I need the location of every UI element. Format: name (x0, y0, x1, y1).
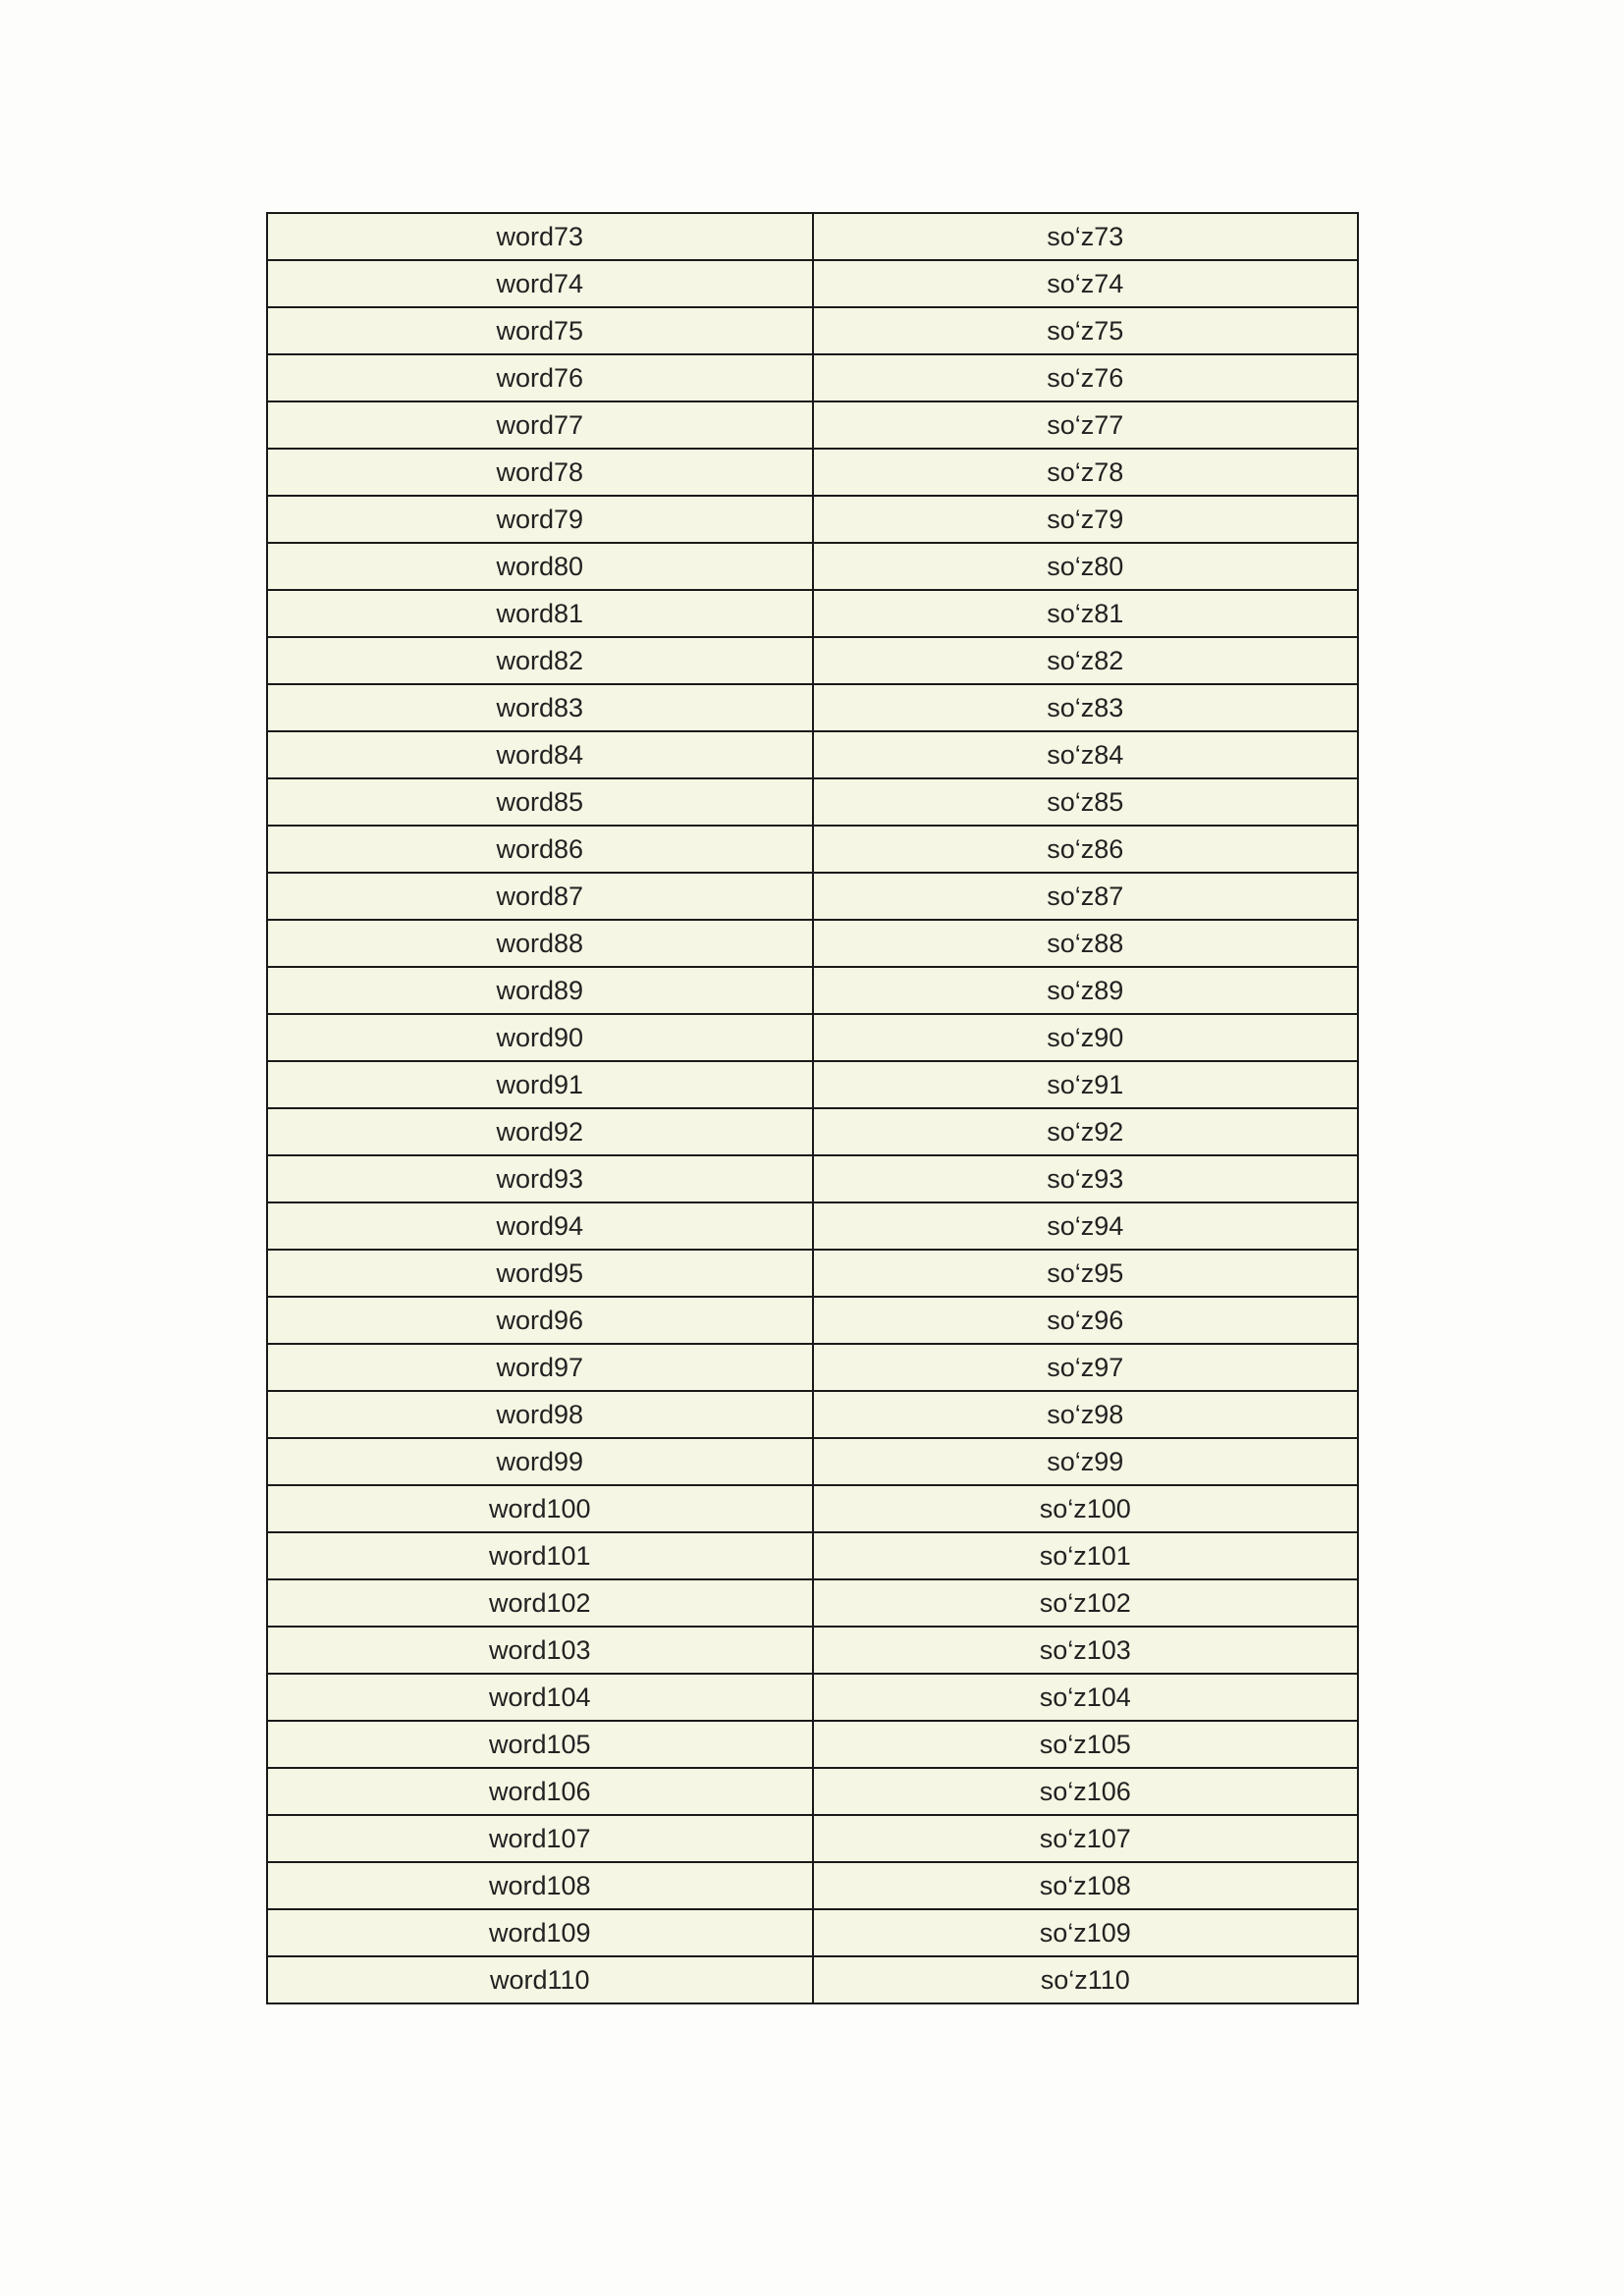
english-word-cell: word79 (267, 496, 813, 543)
table-row (267, 637, 1358, 684)
table-row (267, 590, 1358, 637)
table-row (267, 1579, 1358, 1627)
table-row (267, 260, 1358, 307)
english-word-cell: word91 (267, 1061, 813, 1108)
uzbek-word-cell: so‘z97 (813, 1344, 1359, 1391)
uzbek-word-cell: so‘z103 (813, 1627, 1359, 1674)
uzbek-word-cell: so‘z77 (813, 401, 1359, 449)
english-word-cell: word89 (267, 967, 813, 1014)
uzbek-word-cell: so‘z102 (813, 1579, 1359, 1627)
table-row (267, 1485, 1358, 1532)
table-row (267, 401, 1358, 449)
english-word-cell: word92 (267, 1108, 813, 1155)
table-row (267, 354, 1358, 401)
english-word-cell: word77 (267, 401, 813, 449)
english-word-cell: word100 (267, 1485, 813, 1532)
uzbek-word-cell: so‘z78 (813, 449, 1359, 496)
english-word-cell: word103 (267, 1627, 813, 1674)
english-word-cell: word99 (267, 1438, 813, 1485)
table-row (267, 873, 1358, 920)
table-row (267, 684, 1358, 731)
table-row (267, 1344, 1358, 1391)
table-row (267, 1391, 1358, 1438)
table-row (267, 1532, 1358, 1579)
english-word-cell: word83 (267, 684, 813, 731)
uzbek-word-cell: so‘z98 (813, 1391, 1359, 1438)
table-row (267, 1438, 1358, 1485)
table-row (267, 1250, 1358, 1297)
english-word-cell: word82 (267, 637, 813, 684)
uzbek-word-cell: so‘z85 (813, 778, 1359, 826)
vocabulary-table (266, 212, 1359, 2004)
english-word-cell: word76 (267, 354, 813, 401)
uzbek-word-cell: so‘z107 (813, 1815, 1359, 1862)
uzbek-word-cell: so‘z86 (813, 826, 1359, 873)
table-row (267, 967, 1358, 1014)
table-row (267, 543, 1358, 590)
table-row (267, 1061, 1358, 1108)
uzbek-word-cell: so‘z82 (813, 637, 1359, 684)
uzbek-word-cell: so‘z84 (813, 731, 1359, 778)
table-row (267, 1815, 1358, 1862)
table-row (267, 1956, 1358, 2003)
english-word-cell: word107 (267, 1815, 813, 1862)
uzbek-word-cell: so‘z99 (813, 1438, 1359, 1485)
english-word-cell: word95 (267, 1250, 813, 1297)
table-row (267, 1155, 1358, 1202)
uzbek-word-cell: so‘z101 (813, 1532, 1359, 1579)
uzbek-word-cell: so‘z79 (813, 496, 1359, 543)
uzbek-word-cell: so‘z87 (813, 873, 1359, 920)
uzbek-word-cell: so‘z80 (813, 543, 1359, 590)
uzbek-word-cell: so‘z93 (813, 1155, 1359, 1202)
uzbek-word-cell: so‘z94 (813, 1202, 1359, 1250)
english-word-cell: word75 (267, 307, 813, 354)
table-row (267, 213, 1358, 260)
table-row (267, 496, 1358, 543)
uzbek-word-cell: so‘z73 (813, 213, 1359, 260)
english-word-cell: word73 (267, 213, 813, 260)
english-word-cell: word110 (267, 1956, 813, 2003)
uzbek-word-cell: so‘z75 (813, 307, 1359, 354)
table-row (267, 731, 1358, 778)
table-row (267, 1674, 1358, 1721)
uzbek-word-cell: so‘z109 (813, 1909, 1359, 1956)
table-row (267, 1297, 1358, 1344)
english-word-cell: word81 (267, 590, 813, 637)
english-word-cell: word96 (267, 1297, 813, 1344)
uzbek-word-cell: so‘z108 (813, 1862, 1359, 1909)
table-row (267, 920, 1358, 967)
uzbek-word-cell: so‘z74 (813, 260, 1359, 307)
english-word-cell: word106 (267, 1768, 813, 1815)
english-word-cell: word90 (267, 1014, 813, 1061)
table-row (267, 826, 1358, 873)
uzbek-word-cell: so‘z76 (813, 354, 1359, 401)
uzbek-word-cell: so‘z105 (813, 1721, 1359, 1768)
english-word-cell: word78 (267, 449, 813, 496)
table-row (267, 1909, 1358, 1956)
english-word-cell: word88 (267, 920, 813, 967)
uzbek-word-cell: so‘z110 (813, 1956, 1359, 2003)
table-row (267, 449, 1358, 496)
english-word-cell: word104 (267, 1674, 813, 1721)
uzbek-word-cell: so‘z92 (813, 1108, 1359, 1155)
english-word-cell: word94 (267, 1202, 813, 1250)
table-row (267, 1768, 1358, 1815)
english-word-cell: word108 (267, 1862, 813, 1909)
uzbek-word-cell: so‘z83 (813, 684, 1359, 731)
english-word-cell: word101 (267, 1532, 813, 1579)
vocabulary-table-body (267, 213, 1358, 2003)
english-word-cell: word74 (267, 260, 813, 307)
english-word-cell: word87 (267, 873, 813, 920)
uzbek-word-cell: so‘z95 (813, 1250, 1359, 1297)
uzbek-word-cell: so‘z91 (813, 1061, 1359, 1108)
uzbek-word-cell: so‘z106 (813, 1768, 1359, 1815)
english-word-cell: word98 (267, 1391, 813, 1438)
table-row (267, 1627, 1358, 1674)
english-word-cell: word80 (267, 543, 813, 590)
uzbek-word-cell: so‘z104 (813, 1674, 1359, 1721)
english-word-cell: word105 (267, 1721, 813, 1768)
table-row (267, 778, 1358, 826)
table-row (267, 1862, 1358, 1909)
english-word-cell: word93 (267, 1155, 813, 1202)
uzbek-word-cell: so‘z96 (813, 1297, 1359, 1344)
english-word-cell: word86 (267, 826, 813, 873)
uzbek-word-cell: so‘z100 (813, 1485, 1359, 1532)
table-row (267, 1721, 1358, 1768)
table-row (267, 307, 1358, 354)
uzbek-word-cell: so‘z90 (813, 1014, 1359, 1061)
table-row (267, 1014, 1358, 1061)
english-word-cell: word102 (267, 1579, 813, 1627)
uzbek-word-cell: so‘z88 (813, 920, 1359, 967)
table-row (267, 1202, 1358, 1250)
english-word-cell: word97 (267, 1344, 813, 1391)
english-word-cell: word109 (267, 1909, 813, 1956)
table-row (267, 1108, 1358, 1155)
english-word-cell: word84 (267, 731, 813, 778)
uzbek-word-cell: so‘z89 (813, 967, 1359, 1014)
uzbek-word-cell: so‘z81 (813, 590, 1359, 637)
english-word-cell: word85 (267, 778, 813, 826)
